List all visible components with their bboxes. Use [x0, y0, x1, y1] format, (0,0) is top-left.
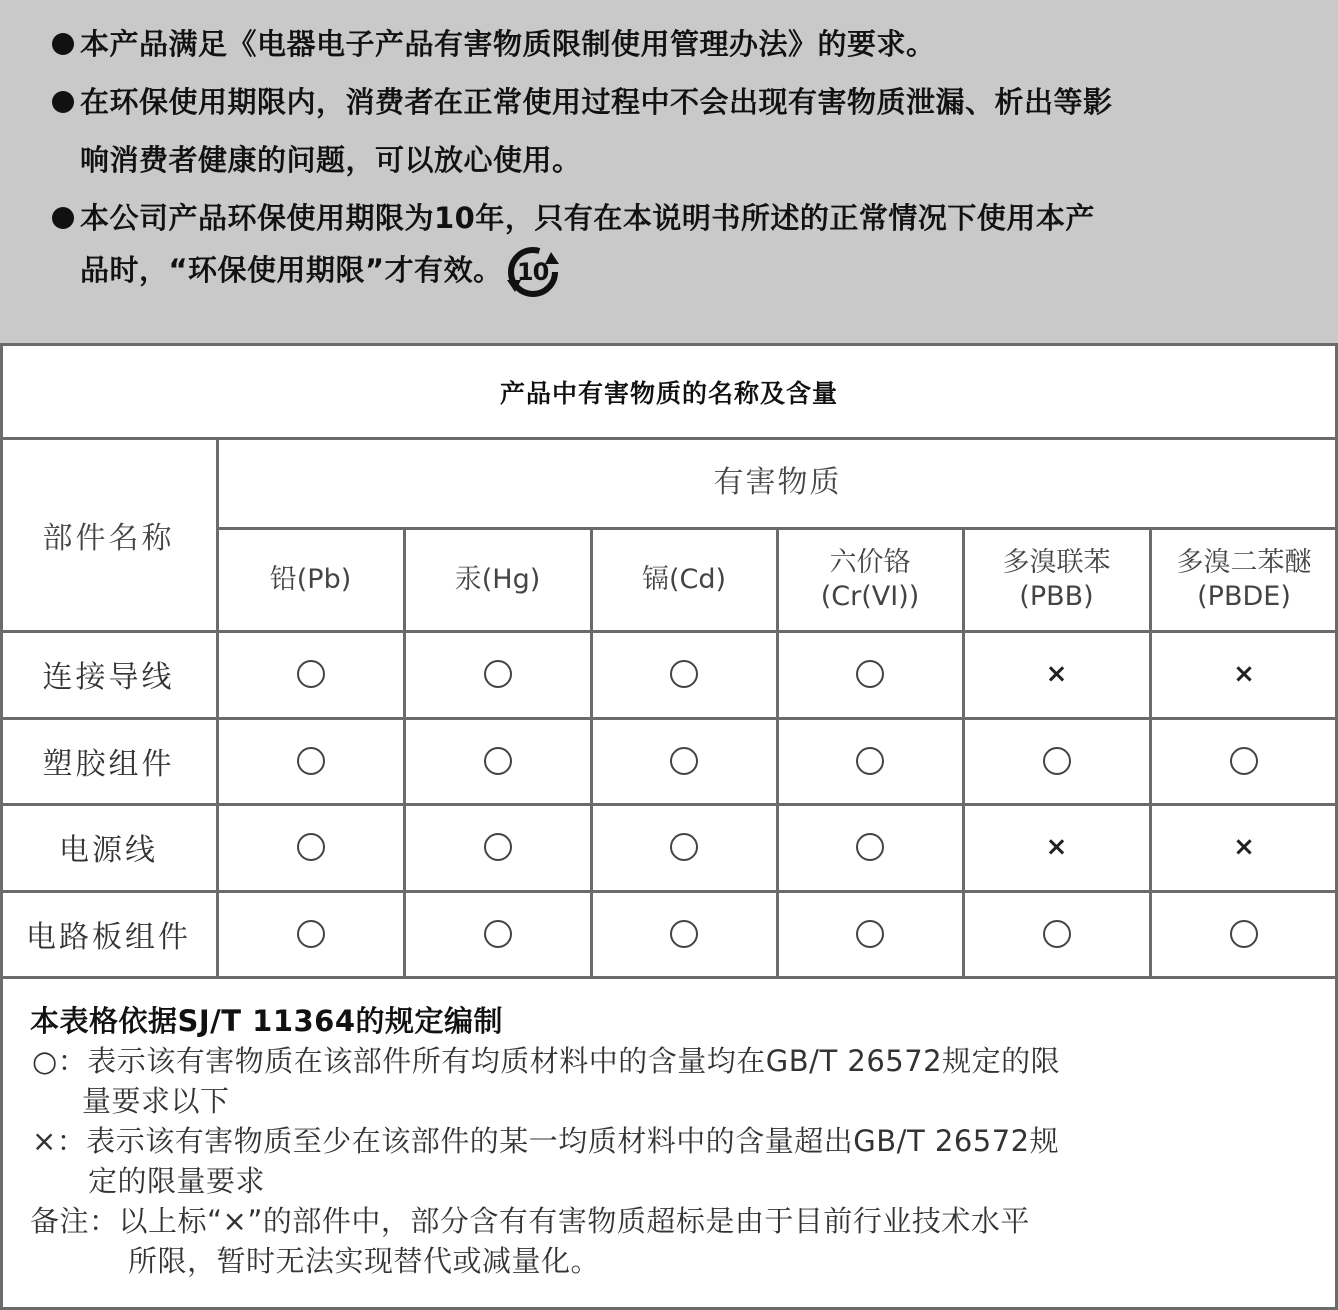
- column-header-text: 汞(Hg): [454, 563, 541, 595]
- notice-line-2-cont: 响消费者健康的问题，可以放心使用。: [80, 143, 582, 177]
- column-header-text: 铅(Pb): [269, 563, 352, 595]
- part-name-cell: 塑胶组件: [42, 746, 175, 782]
- column-header-text: 多溴二苯醚: [1176, 546, 1312, 578]
- column-header-text: 多溴联苯: [1002, 546, 1111, 578]
- notice-line-3-cont: 品时，“环保使用期限”才有效。 10: [0, 244, 561, 300]
- grid-line-horizontal: [0, 890, 1338, 893]
- compliant-circle-icon: [856, 660, 884, 688]
- compliant-circle-icon: [1043, 920, 1071, 948]
- compliant-circle-icon: [670, 833, 698, 861]
- column-header-text: 镉(Cd): [641, 563, 727, 595]
- bullet-icon: [52, 207, 74, 229]
- environmental-protection-period-icon: 10: [505, 244, 561, 300]
- note-remark-line-2: 所限，暂时无法实现替代或减量化。: [128, 1244, 601, 1278]
- compliant-circle-icon: [484, 660, 512, 688]
- notice-line-2: 在环保使用期限内，消费者在正常使用过程中不会出现有害物质泄漏、析出等影: [0, 80, 1113, 121]
- grid-line-horizontal: [0, 803, 1338, 806]
- exceeds-x-mark: ×: [1045, 659, 1068, 690]
- column-header: [1150, 528, 1338, 631]
- hazardous-substance-table: [0, 346, 1338, 979]
- mark-cell: [963, 631, 1150, 718]
- column-header: [404, 528, 591, 631]
- grid-line-vertical: [776, 528, 779, 977]
- grid-line-vertical: [1149, 528, 1152, 977]
- compliant-circle-icon: [856, 747, 884, 775]
- mark-cell: [591, 631, 777, 718]
- mark-cell: [591, 891, 777, 978]
- column-header-text: 六价铬: [829, 546, 911, 578]
- compliant-circle-icon: [297, 747, 325, 775]
- mark-cell: [404, 891, 591, 978]
- grid-line-horizontal: [0, 630, 1338, 633]
- note-remark-line-1: 备注：以上标“×”的部件中，部分含有有害物质超标是由于目前行业技术水平: [30, 1204, 1030, 1238]
- notice-box: [0, 0, 1338, 346]
- column-header: [963, 528, 1150, 631]
- part-name-cell: 连接导线: [42, 660, 175, 696]
- mark-cell: [1150, 804, 1338, 891]
- bullet-icon: [52, 91, 74, 113]
- compliant-circle-icon: [297, 833, 325, 861]
- mark-cell: [404, 718, 591, 805]
- column-header-text: (Cr(VI)): [820, 580, 920, 612]
- grid-line-vertical: [962, 528, 965, 977]
- notice-line-3: 本公司产品环保使用期限为10年，只有在本说明书所述的正常情况下使用本产: [0, 196, 1095, 237]
- compliant-circle-icon: [670, 920, 698, 948]
- mark-cell: [404, 804, 591, 891]
- mark-cell: [404, 631, 591, 718]
- exceeds-x-mark: ×: [1233, 659, 1255, 690]
- compliant-circle-icon: [856, 833, 884, 861]
- mark-cell: [1150, 631, 1338, 718]
- mark-cell: [963, 891, 1150, 978]
- compliant-circle-icon: [297, 660, 325, 688]
- grid-line-horizontal: [0, 437, 1338, 440]
- compliant-circle-icon: [1230, 747, 1258, 775]
- compliant-circle-icon: [670, 660, 698, 688]
- column-header: [591, 528, 777, 631]
- grid-line-horizontal: [0, 717, 1338, 720]
- table-title: 产品中有害物质的名称及含量: [499, 379, 838, 408]
- mark-cell: [217, 718, 404, 805]
- mark-cell: [963, 718, 1150, 805]
- notes-title: 本表格依据SJ/T 11364的规定编制: [30, 1004, 504, 1038]
- compliant-circle-icon: [484, 920, 512, 948]
- mark-cell: [963, 804, 1150, 891]
- notes-section: [0, 979, 1338, 1310]
- part-name-cell: 电源线: [59, 833, 158, 869]
- mark-cell: [217, 891, 404, 978]
- mark-cell: [1150, 891, 1338, 978]
- grid-line-vertical: [590, 528, 593, 977]
- mark-cell: [777, 891, 963, 978]
- bullet-icon: [52, 33, 74, 55]
- note-o-line-2: 量要求以下: [82, 1084, 230, 1118]
- mark-cell: [591, 804, 777, 891]
- grid-line-vertical: [403, 528, 406, 977]
- compliant-circle-icon: [1230, 920, 1258, 948]
- compliant-circle-icon: [297, 920, 325, 948]
- compliant-circle-icon: [856, 920, 884, 948]
- column-header-text: (PBB): [1019, 580, 1094, 612]
- part-name-header: 部件名称: [42, 520, 175, 556]
- mark-cell: [777, 804, 963, 891]
- exceeds-x-mark: ×: [1233, 832, 1255, 863]
- part-name-cell: 电路板组件: [26, 919, 191, 955]
- notice-line-1: 本产品满足《电器电子产品有害物质限制使用管理办法》的要求。: [0, 22, 936, 63]
- exceeds-x-mark: ×: [1045, 832, 1068, 863]
- mark-cell: [1150, 718, 1338, 805]
- hazardous-substance-header: 有害物质: [713, 465, 842, 500]
- note-x-line-1: ×：表示该有害物质至少在该部件的某一均质材料中的含量超出GB/T 26572规: [32, 1124, 1060, 1158]
- mark-cell: [217, 631, 404, 718]
- compliant-circle-icon: [484, 833, 512, 861]
- grid-line-vertical: [216, 438, 219, 977]
- note-o-line-1: ○：表示该有害物质在该部件所有均质材料中的含量均在GB/T 26572规定的限: [32, 1044, 1061, 1078]
- note-x-line-2: 定的限量要求: [88, 1164, 266, 1198]
- compliant-circle-icon: [1043, 747, 1071, 775]
- mark-cell: [777, 718, 963, 805]
- mark-cell: [591, 718, 777, 805]
- column-header: [217, 528, 404, 631]
- column-header: [777, 528, 963, 631]
- column-header-text: (PBDE): [1197, 580, 1291, 612]
- mark-cell: [777, 631, 963, 718]
- compliant-circle-icon: [484, 747, 512, 775]
- mark-cell: [217, 804, 404, 891]
- compliant-circle-icon: [670, 747, 698, 775]
